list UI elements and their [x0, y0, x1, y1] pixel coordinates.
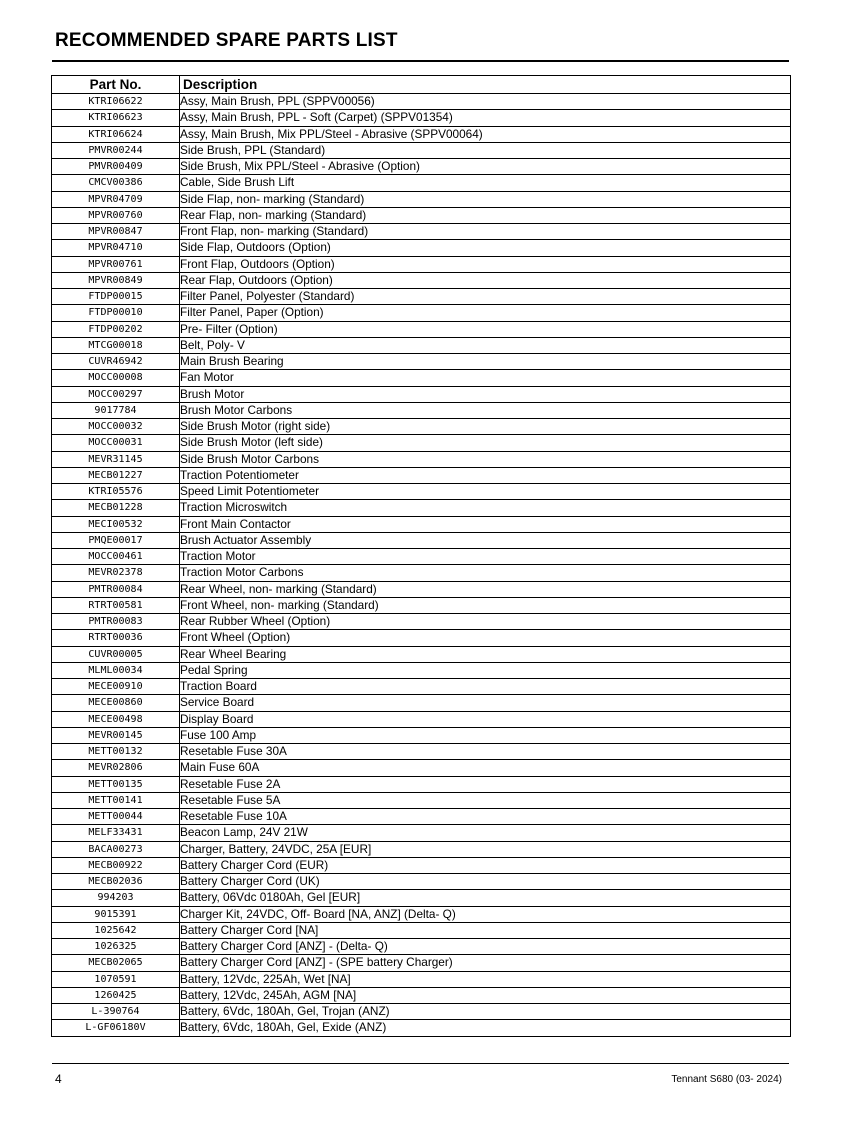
- part-number-cell: PMTR00083: [52, 614, 180, 630]
- part-number-cell: METT00135: [52, 776, 180, 792]
- part-number-cell: MPVR00760: [52, 207, 180, 223]
- description-cell: Speed Limit Potentiometer: [180, 484, 791, 500]
- table-row: [52, 906, 791, 922]
- part-number-cell: 1026325: [52, 939, 180, 955]
- table-row: [52, 142, 791, 158]
- part-number-cell: MPVR04710: [52, 240, 180, 256]
- document-reference: Tennant S680 (03- 2024): [671, 1074, 782, 1085]
- description-cell: Brush Motor: [180, 386, 791, 402]
- table-row: [52, 581, 791, 597]
- part-number-cell: MECB00922: [52, 857, 180, 873]
- table-row: [52, 922, 791, 938]
- description-cell: Traction Motor Carbons: [180, 565, 791, 581]
- description-cell: Assy, Main Brush, PPL (SPPV00056): [180, 94, 791, 110]
- table-row: [52, 760, 791, 776]
- description-cell: Resetable Fuse 10A: [180, 809, 791, 825]
- part-number-cell: KTRI05576: [52, 484, 180, 500]
- part-number-cell: PMQE00017: [52, 532, 180, 548]
- description-cell: Rear Wheel Bearing: [180, 646, 791, 662]
- description-cell: Charger Kit, 24VDC, Off- Board [NA, ANZ] (Delta- Q): [180, 906, 791, 922]
- description-cell: Front Flap, Outdoors (Option): [180, 256, 791, 272]
- part-number-cell: 9017784: [52, 402, 180, 418]
- table-row: [52, 240, 791, 256]
- description-cell: Resetable Fuse 2A: [180, 776, 791, 792]
- part-number-cell: MOCC00031: [52, 435, 180, 451]
- spare-parts-table: [51, 75, 791, 1037]
- table-row: [52, 467, 791, 483]
- part-number-cell: PMTR00084: [52, 581, 180, 597]
- description-cell: Rear Flap, non- marking (Standard): [180, 207, 791, 223]
- table-row: [52, 955, 791, 971]
- description-cell: Charger, Battery, 24VDC, 25A [EUR]: [180, 841, 791, 857]
- part-number-cell: KTRI06623: [52, 110, 180, 126]
- description-cell: Side Brush, PPL (Standard): [180, 142, 791, 158]
- part-number-cell: FTDP00010: [52, 305, 180, 321]
- description-cell: Traction Board: [180, 679, 791, 695]
- description-cell: Pedal Spring: [180, 662, 791, 678]
- description-cell: Traction Potentiometer: [180, 467, 791, 483]
- part-number-cell: MECB01227: [52, 467, 180, 483]
- page-number: 4: [55, 1072, 62, 1086]
- table-row: [52, 987, 791, 1003]
- table-row: [52, 370, 791, 386]
- table-row: [52, 110, 791, 126]
- table-row: [52, 857, 791, 873]
- description-cell: Front Flap, non- marking (Standard): [180, 224, 791, 240]
- description-cell: Service Board: [180, 695, 791, 711]
- table-header-row: [52, 76, 791, 94]
- description-cell: Brush Motor Carbons: [180, 402, 791, 418]
- part-number-cell: 994203: [52, 890, 180, 906]
- part-number-cell: MECB01228: [52, 500, 180, 516]
- part-number-cell: L-GF06180V: [52, 1020, 180, 1036]
- table-row: [52, 695, 791, 711]
- description-cell: Cable, Side Brush Lift: [180, 175, 791, 191]
- table-row: [52, 207, 791, 223]
- description-cell: Rear Wheel, non- marking (Standard): [180, 581, 791, 597]
- table-row: [52, 354, 791, 370]
- part-number-cell: CMCV00386: [52, 175, 180, 191]
- table-row: [52, 597, 791, 613]
- parts-table-body: [52, 94, 791, 1037]
- table-row: [52, 191, 791, 207]
- title-rule: [52, 60, 789, 62]
- table-row: [52, 175, 791, 191]
- part-number-cell: MEVR00145: [52, 727, 180, 743]
- table-row: [52, 484, 791, 500]
- table-row: [52, 744, 791, 760]
- description-cell: Display Board: [180, 711, 791, 727]
- part-number-cell: MELF33431: [52, 825, 180, 841]
- part-number-cell: METT00132: [52, 744, 180, 760]
- table-row: [52, 711, 791, 727]
- part-number-cell: MPVR00849: [52, 272, 180, 288]
- table-row: [52, 289, 791, 305]
- part-number-cell: MEVR02806: [52, 760, 180, 776]
- table-row: [52, 402, 791, 418]
- table-row: [52, 841, 791, 857]
- table-row: [52, 776, 791, 792]
- footer-rule: [52, 1063, 789, 1064]
- description-cell: Brush Actuator Assembly: [180, 532, 791, 548]
- part-number-cell: METT00141: [52, 792, 180, 808]
- table-row: [52, 662, 791, 678]
- part-number-cell: BACA00273: [52, 841, 180, 857]
- description-cell: Rear Rubber Wheel (Option): [180, 614, 791, 630]
- description-cell: Main Fuse 60A: [180, 760, 791, 776]
- table-row: [52, 224, 791, 240]
- description-cell: Traction Microswitch: [180, 500, 791, 516]
- table-row: [52, 272, 791, 288]
- description-cell: Traction Motor: [180, 549, 791, 565]
- part-number-cell: MECE00860: [52, 695, 180, 711]
- table-row: [52, 874, 791, 890]
- description-cell: Pre- Filter (Option): [180, 321, 791, 337]
- description-cell: Battery Charger Cord [NA]: [180, 922, 791, 938]
- part-number-cell: MLML00034: [52, 662, 180, 678]
- table-row: [52, 549, 791, 565]
- table-row: [52, 727, 791, 743]
- table-row: [52, 305, 791, 321]
- description-cell: Side Flap, non- marking (Standard): [180, 191, 791, 207]
- part-number-cell: 9015391: [52, 906, 180, 922]
- description-cell: Fuse 100 Amp: [180, 727, 791, 743]
- description-cell: Battery, 6Vdc, 180Ah, Gel, Trojan (ANZ): [180, 1004, 791, 1020]
- part-number-cell: MOCC00008: [52, 370, 180, 386]
- table-row: [52, 516, 791, 532]
- part-number-cell: PMVR00244: [52, 142, 180, 158]
- table-row: [52, 971, 791, 987]
- part-number-cell: MPVR04709: [52, 191, 180, 207]
- description-header: Description: [180, 76, 791, 94]
- part-number-cell: 1070591: [52, 971, 180, 987]
- description-cell: Beacon Lamp, 24V 21W: [180, 825, 791, 841]
- table-row: [52, 1004, 791, 1020]
- part-number-cell: MPVR00761: [52, 256, 180, 272]
- page-title: RECOMMENDED SPARE PARTS LIST: [55, 30, 398, 51]
- part-number-cell: FTDP00015: [52, 289, 180, 305]
- part-number-cell: MECB02036: [52, 874, 180, 890]
- part-number-cell: MTCG00018: [52, 337, 180, 353]
- part-number-cell: MPVR00847: [52, 224, 180, 240]
- description-cell: Front Main Contactor: [180, 516, 791, 532]
- part-number-cell: L-390764: [52, 1004, 180, 1020]
- table-row: [52, 94, 791, 110]
- part-number-cell: RTRT00036: [52, 630, 180, 646]
- table-row: [52, 792, 791, 808]
- table-row: [52, 825, 791, 841]
- description-cell: Assy, Main Brush, PPL - Soft (Carpet) (SPPV01354): [180, 110, 791, 126]
- part-number-cell: MEVR02378: [52, 565, 180, 581]
- description-cell: Assy, Main Brush, Mix PPL/Steel - Abrasive (SPPV00064): [180, 126, 791, 142]
- description-cell: Filter Panel, Paper (Option): [180, 305, 791, 321]
- description-cell: Filter Panel, Polyester (Standard): [180, 289, 791, 305]
- part-number-cell: MOCC00032: [52, 419, 180, 435]
- part-number-cell: MECE00498: [52, 711, 180, 727]
- table-row: [52, 890, 791, 906]
- part-number-cell: 1260425: [52, 987, 180, 1003]
- part-number-cell: METT00044: [52, 809, 180, 825]
- table-row: [52, 419, 791, 435]
- description-cell: Front Wheel (Option): [180, 630, 791, 646]
- description-cell: Battery Charger Cord (UK): [180, 874, 791, 890]
- description-cell: Fan Motor: [180, 370, 791, 386]
- part-number-cell: MECE00910: [52, 679, 180, 695]
- part-number-cell: CUVR00005: [52, 646, 180, 662]
- part-number-cell: PMVR00409: [52, 159, 180, 175]
- description-cell: Battery, 06Vdc 0180Ah, Gel [EUR]: [180, 890, 791, 906]
- table-row: [52, 939, 791, 955]
- table-row: [52, 809, 791, 825]
- part-number-cell: KTRI06622: [52, 94, 180, 110]
- table-row: [52, 435, 791, 451]
- description-cell: Side Brush Motor (left side): [180, 435, 791, 451]
- description-cell: Side Brush Motor Carbons: [180, 451, 791, 467]
- table-row: [52, 646, 791, 662]
- table-row: [52, 630, 791, 646]
- description-cell: Battery, 6Vdc, 180Ah, Gel, Exide (ANZ): [180, 1020, 791, 1036]
- part-no-header: Part No.: [52, 76, 180, 94]
- description-cell: Rear Flap, Outdoors (Option): [180, 272, 791, 288]
- description-cell: Side Brush Motor (right side): [180, 419, 791, 435]
- part-number-cell: 1025642: [52, 922, 180, 938]
- description-cell: Battery Charger Cord [ANZ] - (SPE battery Charger): [180, 955, 791, 971]
- description-cell: Side Brush, Mix PPL/Steel - Abrasive (Option): [180, 159, 791, 175]
- part-number-cell: FTDP00202: [52, 321, 180, 337]
- table-row: [52, 386, 791, 402]
- table-row: [52, 451, 791, 467]
- part-number-cell: MECB02065: [52, 955, 180, 971]
- table-row: [52, 337, 791, 353]
- part-number-cell: MOCC00461: [52, 549, 180, 565]
- table-row: [52, 126, 791, 142]
- part-number-cell: KTRI06624: [52, 126, 180, 142]
- table-row: [52, 679, 791, 695]
- part-number-cell: CUVR46942: [52, 354, 180, 370]
- part-number-cell: MOCC00297: [52, 386, 180, 402]
- description-cell: Battery Charger Cord [ANZ] - (Delta- Q): [180, 939, 791, 955]
- description-cell: Battery, 12Vdc, 225Ah, Wet [NA]: [180, 971, 791, 987]
- part-number-cell: MECI00532: [52, 516, 180, 532]
- description-cell: Belt, Poly- V: [180, 337, 791, 353]
- part-number-cell: RTRT00581: [52, 597, 180, 613]
- description-cell: Front Wheel, non- marking (Standard): [180, 597, 791, 613]
- description-cell: Resetable Fuse 30A: [180, 744, 791, 760]
- description-cell: Main Brush Bearing: [180, 354, 791, 370]
- table-row: [52, 256, 791, 272]
- table-row: [52, 532, 791, 548]
- table-row: [52, 565, 791, 581]
- part-number-cell: MEVR31145: [52, 451, 180, 467]
- description-cell: Side Flap, Outdoors (Option): [180, 240, 791, 256]
- table-row: [52, 614, 791, 630]
- table-row: [52, 1020, 791, 1036]
- table-row: [52, 159, 791, 175]
- description-cell: Battery Charger Cord (EUR): [180, 857, 791, 873]
- description-cell: Resetable Fuse 5A: [180, 792, 791, 808]
- table-row: [52, 321, 791, 337]
- table-row: [52, 500, 791, 516]
- description-cell: Battery, 12Vdc, 245Ah, AGM [NA]: [180, 987, 791, 1003]
